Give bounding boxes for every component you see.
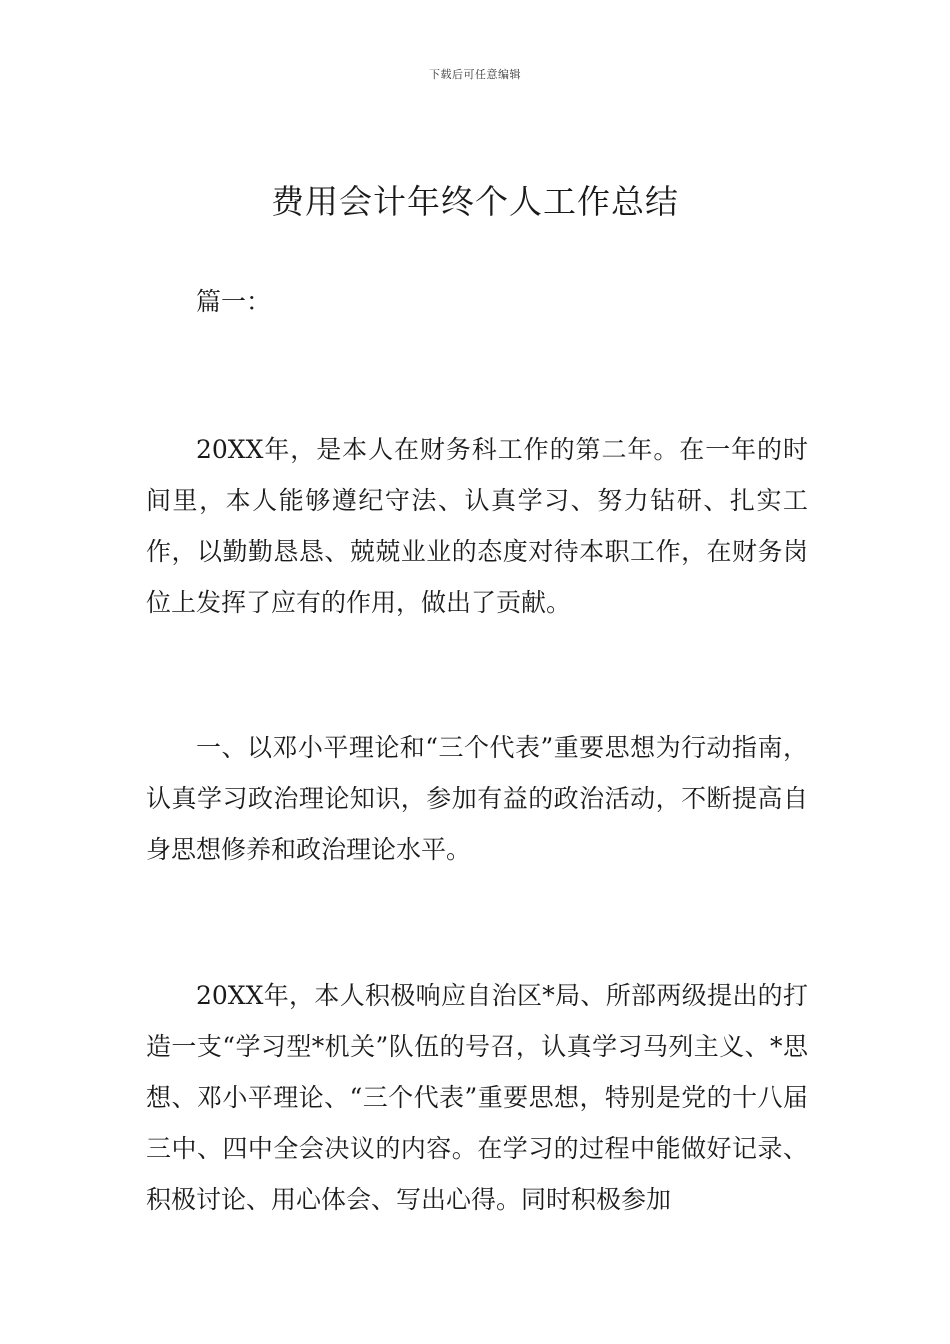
page-header-note: 下载后可任意编辑	[429, 68, 521, 81]
document-title: 费用会计年终个人工作总结	[271, 182, 679, 221]
body-paragraph-3: 20XX年，本人积极响应自治区*局、所部两级提出的打造一支“学习型*机关”队伍的号召，认真学习马列主义、*思想、邓小平理论、“三个代表”重要思想，特别是党的十八届三中、四中全会决议的内容。在学习的过程中能做好记录、积极讨论、用心体会、写出心得。同时积极参加	[146, 981, 808, 1214]
body-paragraph-2: 一、以邓小平理论和“三个代表”重要思想为行动指南，认真学习政治理论知识，参加有益的政治活动，不断提高自身思想修养和政治理论水平。	[146, 733, 808, 864]
body-paragraph-1: 20XX年，是本人在财务科工作的第二年。在一年的时间里，本人能够遵纪守法、认真学习、努力钻研、扎实工作，以勤勤恳恳、兢兢业业的态度对待本职工作，在财务岗位上发挥了应有的作用，做出了贡献。	[146, 435, 808, 617]
section-label: 篇一：	[196, 287, 272, 316]
